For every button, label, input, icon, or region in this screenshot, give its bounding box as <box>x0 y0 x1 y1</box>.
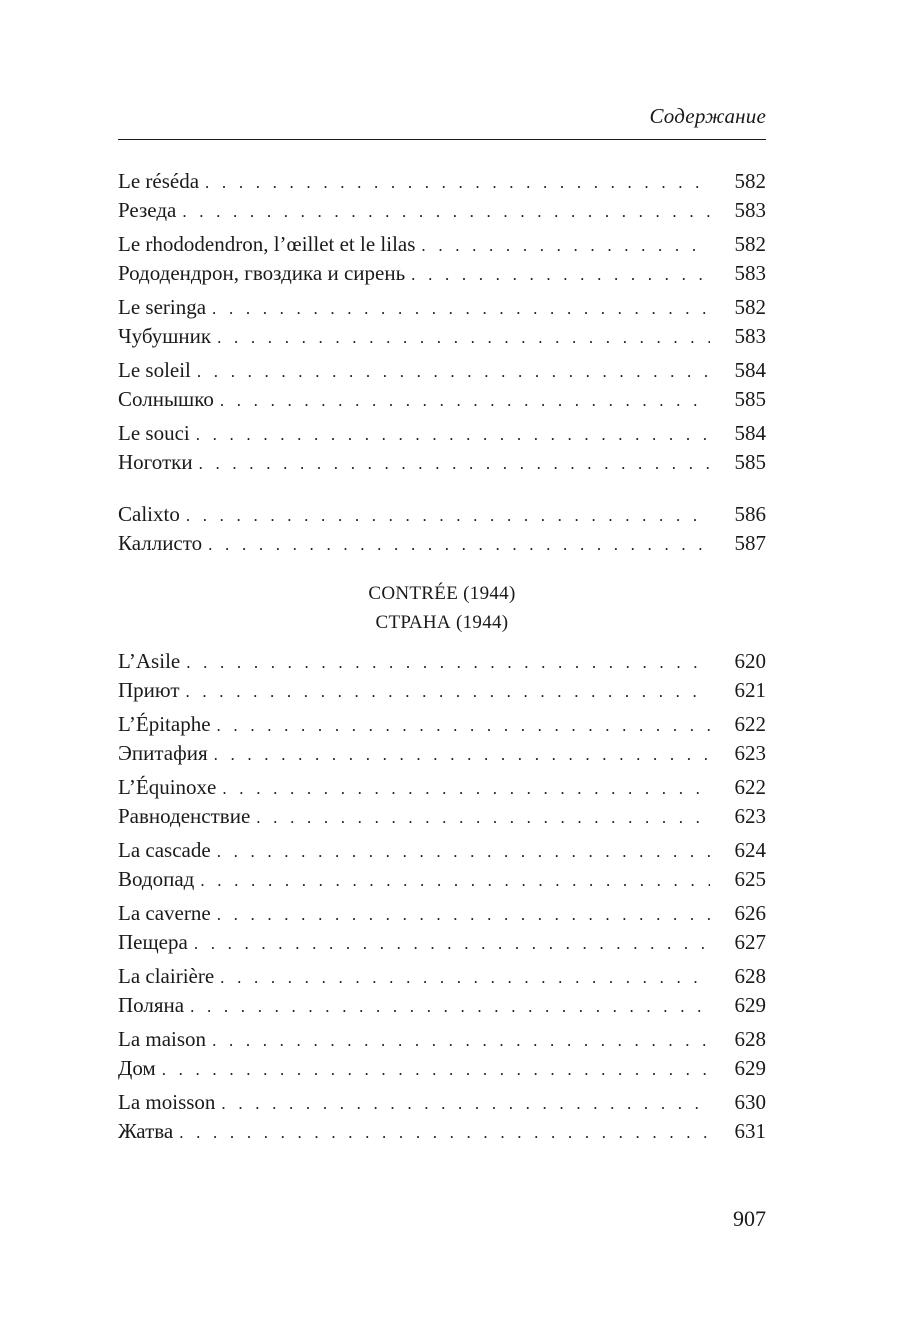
dot-leader <box>186 502 710 531</box>
toc-entry-title: Резеда <box>118 197 177 222</box>
toc-group <box>118 500 766 557</box>
toc-entry-title: Le rhododendron, l’œillet et le lilas <box>118 232 416 256</box>
toc-entry-title: L’Équinoxe <box>118 775 217 799</box>
toc-entry <box>118 419 766 448</box>
toc-entry <box>118 710 766 739</box>
toc-entry-title: Чубушник <box>118 323 212 348</box>
toc-group <box>118 419 766 476</box>
toc-entry-page: 582 <box>734 295 766 319</box>
toc-entry <box>118 899 766 928</box>
toc-entry-page: 630 <box>734 1090 766 1114</box>
dot-leader <box>196 421 710 450</box>
dot-leader <box>256 804 710 833</box>
toc-entry <box>118 1025 766 1054</box>
toc-entry-page: 631 <box>734 1118 766 1143</box>
toc-group <box>118 899 766 956</box>
toc-entry-title: Водопад <box>118 866 195 891</box>
toc-entry-page: 624 <box>734 838 766 862</box>
toc-group <box>118 230 766 287</box>
dot-leader <box>217 712 710 741</box>
dot-leader <box>190 993 710 1022</box>
toc-entry-page: 583 <box>734 260 766 285</box>
section-title-ru: СТРАНА (1944) <box>375 612 509 633</box>
dot-leader <box>217 838 710 867</box>
dot-leader <box>214 741 710 770</box>
dot-leader <box>217 901 710 930</box>
toc-entry-title: Ноготки <box>118 449 193 474</box>
toc-entry-title: Равноденствие <box>118 803 251 828</box>
toc-entry-title: Солнышко <box>118 386 214 411</box>
toc-entry-title: Le souci <box>118 421 190 445</box>
page-number: 907 <box>733 1206 766 1231</box>
toc-entry <box>118 529 766 558</box>
toc-entry-page: 628 <box>734 964 766 988</box>
toc-entry <box>118 293 766 322</box>
toc-entry-page: 629 <box>734 1055 766 1080</box>
toc-entry-title: La moisson <box>118 1090 216 1114</box>
section-title-fr: CONTRÉE (1944) <box>368 583 516 604</box>
dot-leader <box>421 232 710 261</box>
toc-entry-title: La caverne <box>118 901 211 925</box>
toc-entry-title: Le réséda <box>118 169 200 193</box>
toc-entry-title: Эпитафия <box>118 740 208 765</box>
toc-entry <box>118 230 766 259</box>
book-page <box>118 0 766 1332</box>
toc-entry-page: 584 <box>734 358 766 382</box>
toc-entry-page: 620 <box>734 649 766 673</box>
dot-leader <box>162 1056 710 1085</box>
dot-leader <box>179 1119 710 1148</box>
toc-entry <box>118 836 766 865</box>
toc-entry-title: Le soleil <box>118 358 191 382</box>
toc-entry-page: 583 <box>734 323 766 348</box>
toc-entry-page: 621 <box>734 677 766 702</box>
toc-entry <box>118 1088 766 1117</box>
toc-entry-title: Жатва <box>118 1118 174 1143</box>
toc-entry-page: 584 <box>734 421 766 445</box>
running-head: Содержание <box>649 104 766 128</box>
dot-leader <box>197 358 710 387</box>
toc-entry <box>118 1054 766 1083</box>
toc-entry <box>118 167 766 196</box>
dot-leader <box>182 198 710 227</box>
dot-leader <box>186 649 710 678</box>
toc-entry-page: 622 <box>734 775 766 799</box>
dot-leader <box>199 450 710 479</box>
toc-entry <box>118 196 766 225</box>
dot-leader <box>222 775 710 804</box>
toc-entry <box>118 991 766 1020</box>
toc-entry <box>118 322 766 351</box>
toc-entry-title: La cascade <box>118 838 211 862</box>
toc-entry-title: Приют <box>118 677 180 702</box>
toc-entry <box>118 385 766 414</box>
header-rule <box>118 139 766 140</box>
toc-entry-page: 628 <box>734 1027 766 1051</box>
toc-group <box>118 836 766 893</box>
toc-group <box>118 293 766 350</box>
toc-entry-title: L’Épitaphe <box>118 712 211 736</box>
toc-entry-page: 623 <box>734 740 766 765</box>
toc-entry-title: Le seringa <box>118 295 207 319</box>
toc-group <box>118 1088 766 1145</box>
toc-entry-page: 629 <box>734 992 766 1017</box>
section-heading <box>118 579 766 637</box>
toc-entry-page: 625 <box>734 866 766 891</box>
toc-entry-title: Calixto <box>118 502 180 526</box>
dot-leader <box>186 678 711 707</box>
dot-leader <box>220 964 710 993</box>
toc-group <box>118 647 766 704</box>
toc-entry-title: Рододендрон, гвоздика и сирень <box>118 260 406 285</box>
toc-entry-page: 626 <box>734 901 766 925</box>
toc-entry-page: 587 <box>734 530 766 555</box>
toc-entry <box>118 865 766 894</box>
dot-leader <box>208 531 710 560</box>
table-of-contents <box>118 167 766 1151</box>
toc-group <box>118 962 766 1019</box>
toc-entry-title: La maison <box>118 1027 207 1051</box>
toc-group <box>118 356 766 413</box>
dot-leader <box>194 930 710 959</box>
toc-part-2 <box>118 647 766 1145</box>
toc-entry <box>118 928 766 957</box>
toc-entry-title: Поляна <box>118 992 185 1017</box>
toc-entry-page: 583 <box>734 197 766 222</box>
toc-entry-page: 585 <box>734 386 766 411</box>
toc-entry-page: 627 <box>734 929 766 954</box>
toc-entry <box>118 1117 766 1146</box>
dot-leader <box>200 867 710 896</box>
toc-entry <box>118 773 766 802</box>
toc-entry <box>118 962 766 991</box>
toc-entry-page: 582 <box>734 232 766 256</box>
toc-entry-page: 585 <box>734 449 766 474</box>
toc-entry <box>118 448 766 477</box>
toc-entry-page: 586 <box>734 502 766 526</box>
dot-leader <box>221 1090 710 1119</box>
dot-leader <box>212 1027 710 1056</box>
toc-group <box>118 1025 766 1082</box>
toc-entry-title: Пещера <box>118 929 188 954</box>
toc-group <box>118 710 766 767</box>
toc-entry-title: La clairière <box>118 964 215 988</box>
toc-entry <box>118 647 766 676</box>
toc-entry-page: 582 <box>734 169 766 193</box>
toc-entry-title: Дом <box>118 1055 156 1080</box>
toc-entry <box>118 356 766 385</box>
dot-leader <box>217 324 710 353</box>
dot-leader <box>411 261 710 290</box>
dot-leader <box>212 295 710 324</box>
toc-group <box>118 167 766 224</box>
dot-leader <box>220 387 710 416</box>
toc-entry-title: L’Asile <box>118 649 181 673</box>
dot-leader <box>205 169 710 198</box>
toc-entry <box>118 676 766 705</box>
toc-group <box>118 773 766 830</box>
toc-entry <box>118 802 766 831</box>
toc-part-1 <box>118 167 766 557</box>
toc-entry <box>118 739 766 768</box>
toc-entry-title: Каллисто <box>118 530 203 555</box>
toc-entry-page: 622 <box>734 712 766 736</box>
toc-entry-page: 623 <box>734 803 766 828</box>
toc-entry <box>118 259 766 288</box>
toc-entry <box>118 500 766 529</box>
